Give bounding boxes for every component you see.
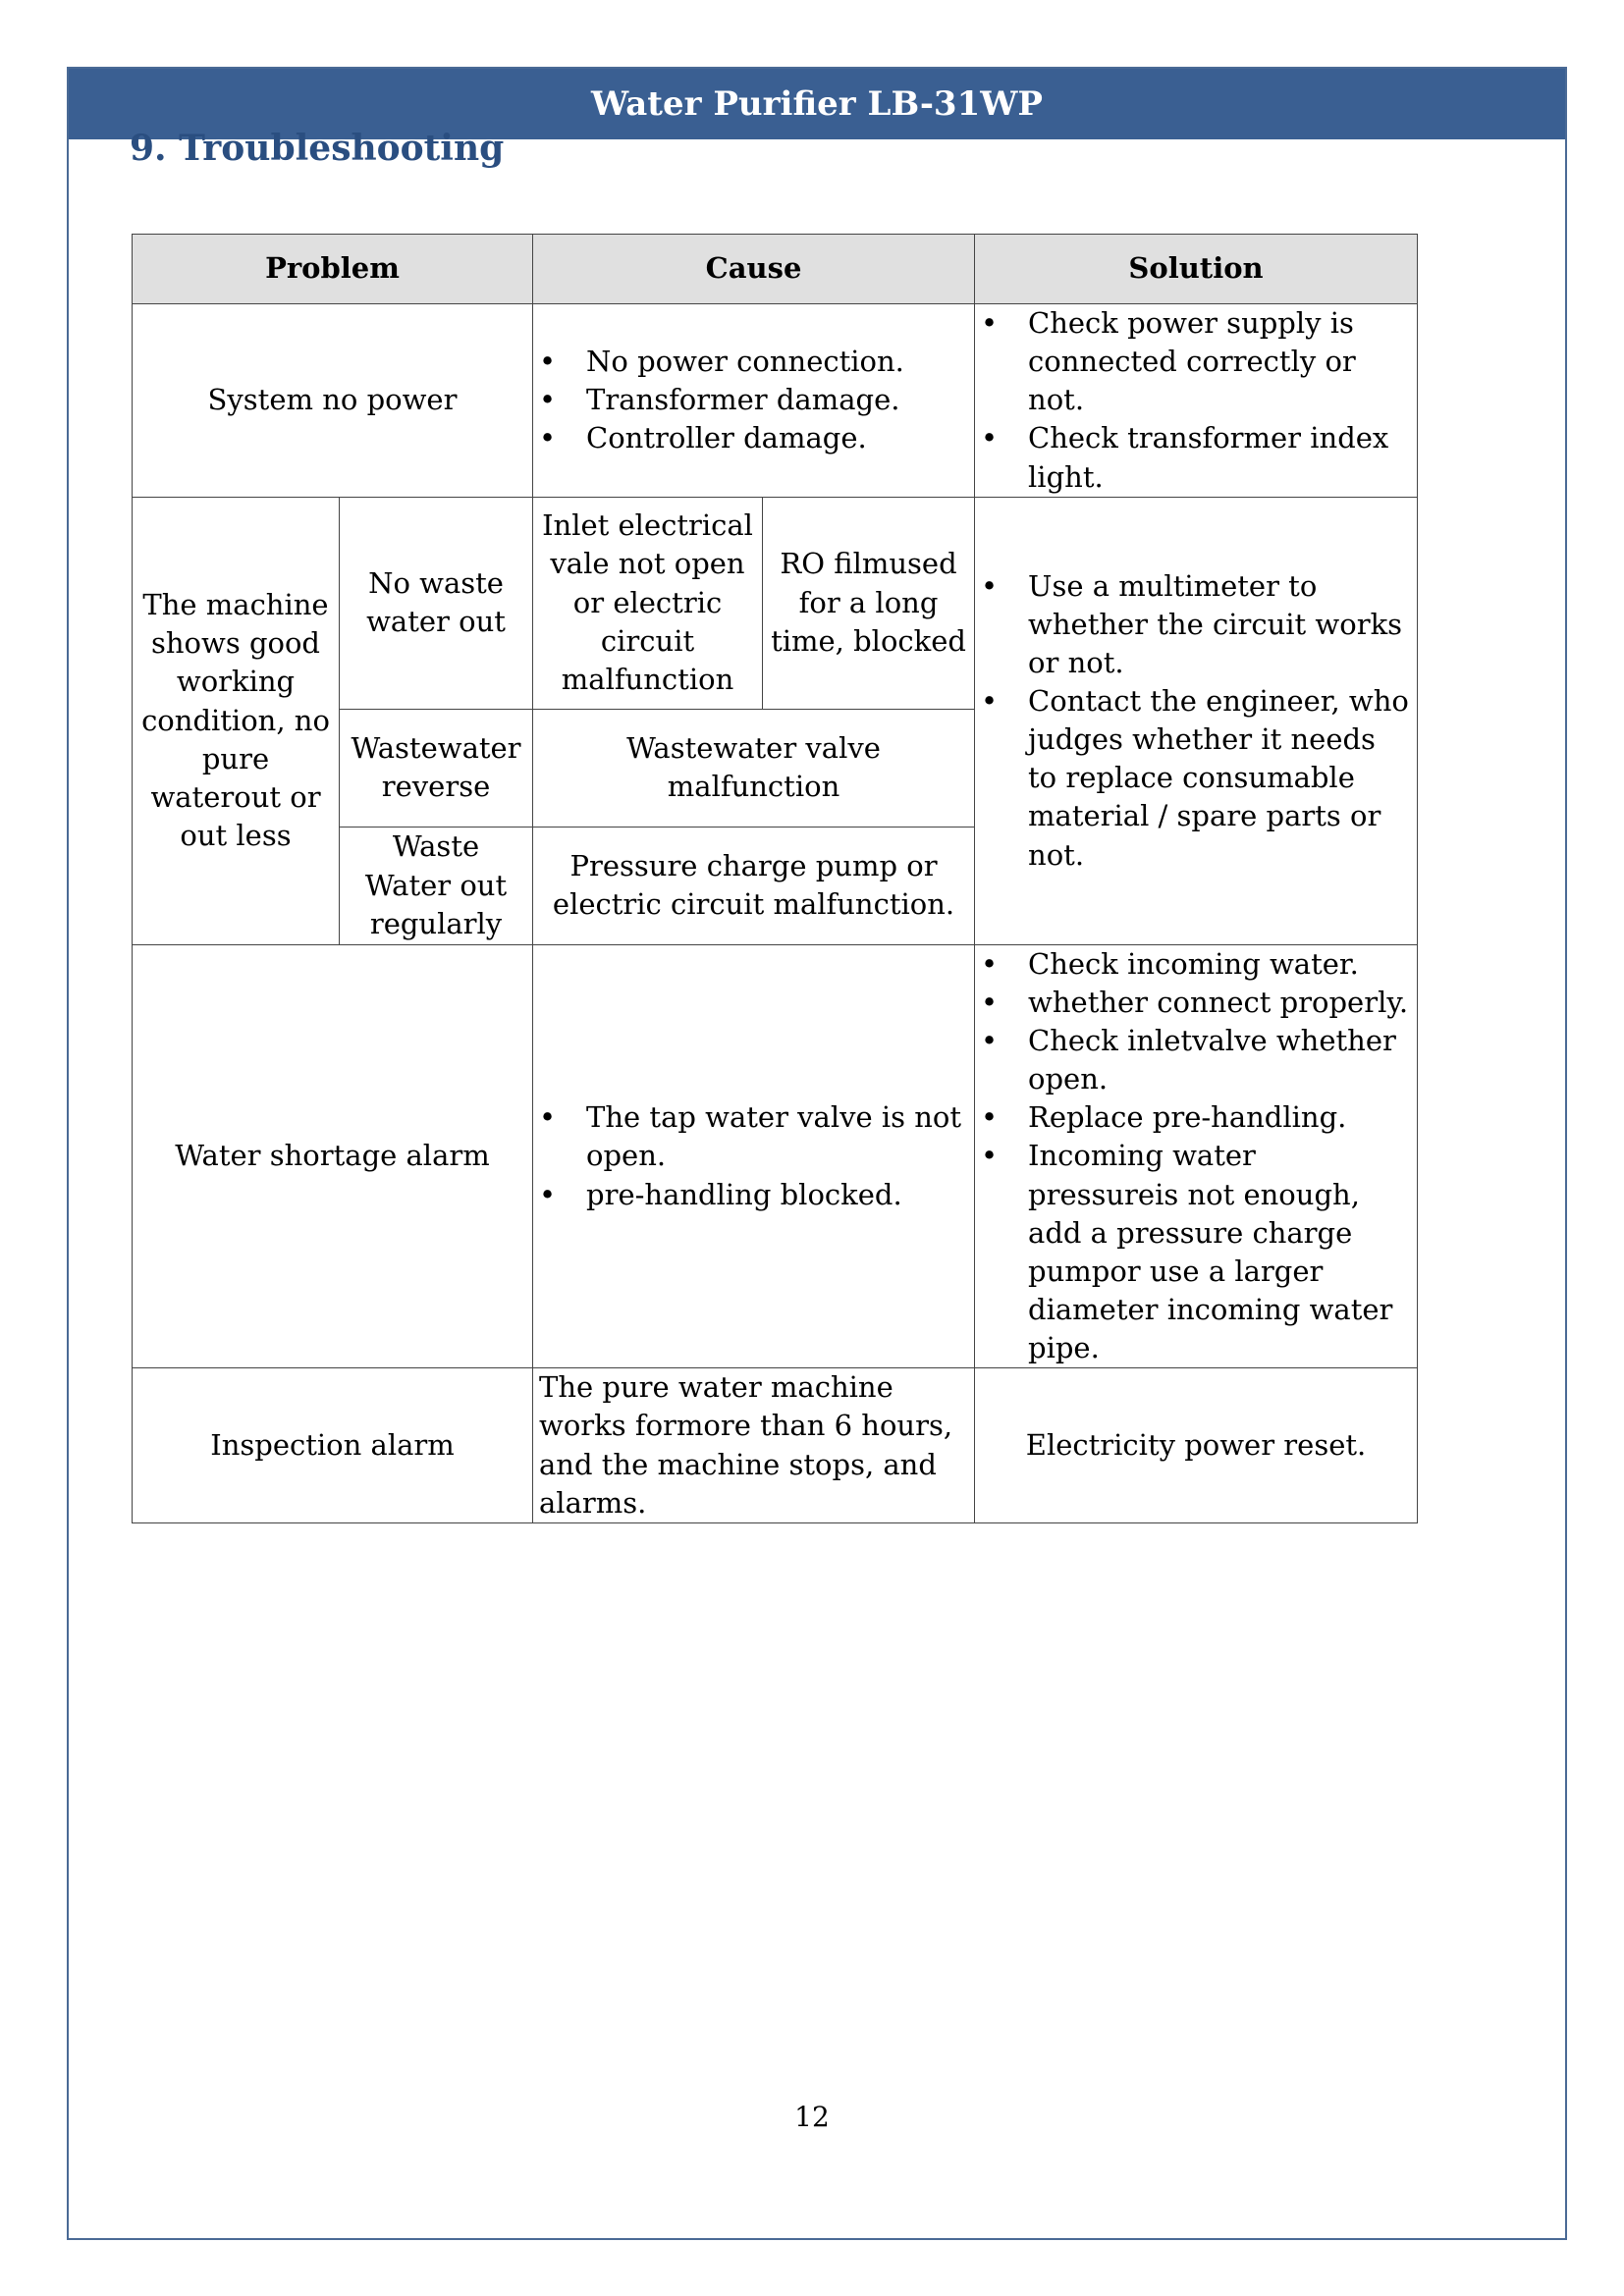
header-cause: Cause	[533, 235, 975, 304]
list-item: • The tap water valve is not open.	[539, 1098, 968, 1175]
cause-cell	[533, 304, 975, 498]
document-header: Water Purifier LB-31WP	[69, 69, 1565, 139]
solution-cell	[975, 944, 1418, 1368]
list-item: • Replace pre-handling.	[981, 1098, 1411, 1137]
problem-cell: System no power	[133, 304, 533, 498]
list-item: • whether connect properly.	[981, 984, 1411, 1022]
table-row	[133, 1368, 1418, 1523]
table-row	[133, 497, 1418, 709]
list-item: • Contact the engineer, who judges whether it needs to replace consumable material / spare parts or not.	[981, 682, 1411, 875]
list-item: • Check inletvalve whether open.	[981, 1022, 1411, 1098]
cause-cell: RO filmused for a long time, blocked	[763, 497, 975, 709]
list-item: • Check power supply is connected correctly or not.	[981, 304, 1411, 419]
header-problem: Problem	[133, 235, 533, 304]
cause-cell: Inlet electrical vale not open or electric circuit malfunction	[533, 497, 763, 709]
list-item: • Transformer damage.	[539, 381, 968, 419]
table-row	[133, 944, 1418, 1368]
solution-cell	[975, 304, 1418, 498]
cause-cell	[533, 944, 975, 1368]
list-item: • pre-handling blocked.	[539, 1176, 968, 1214]
list-item: • Incoming water pressureis not enough, add a pressure charge pumpor use a larger diameter incoming water pipe.	[981, 1137, 1411, 1367]
solution-cell	[975, 497, 1418, 944]
symptom-cell: Wastewater reverse	[340, 709, 533, 827]
section-title: 9. Troubleshooting	[130, 128, 505, 169]
table-header-row	[133, 235, 1418, 304]
header-solution: Solution	[975, 235, 1418, 304]
cause-cell: Wastewater valve malfunction	[533, 709, 975, 827]
solution-cell: Electricity power reset.	[975, 1368, 1418, 1523]
cause-cell: The pure water machine works formore than 6 hours, and the machine stops, and alarms.	[533, 1368, 975, 1523]
list-item: • Check transformer index light.	[981, 419, 1411, 496]
page-number: 12	[794, 2101, 830, 2133]
problem-cell: Inspection alarm	[133, 1368, 533, 1523]
list-item: • No power connection.	[539, 343, 968, 381]
symptom-cell: No waste water out	[340, 497, 533, 709]
troubleshooting-table	[132, 234, 1418, 1523]
list-item: • Controller damage.	[539, 419, 968, 457]
list-item: • Use a multimeter to whether the circuit works or not.	[981, 567, 1411, 682]
problem-cell: Water shortage alarm	[133, 944, 533, 1368]
list-item: • Check incoming water.	[981, 945, 1411, 984]
symptom-cell: Waste Water out regularly	[340, 827, 533, 944]
table-row	[133, 304, 1418, 498]
problem-cell: The machine shows good working condition, no pure waterout or out less	[133, 497, 340, 944]
cause-cell: Pressure charge pump or electric circuit malfunction.	[533, 827, 975, 944]
